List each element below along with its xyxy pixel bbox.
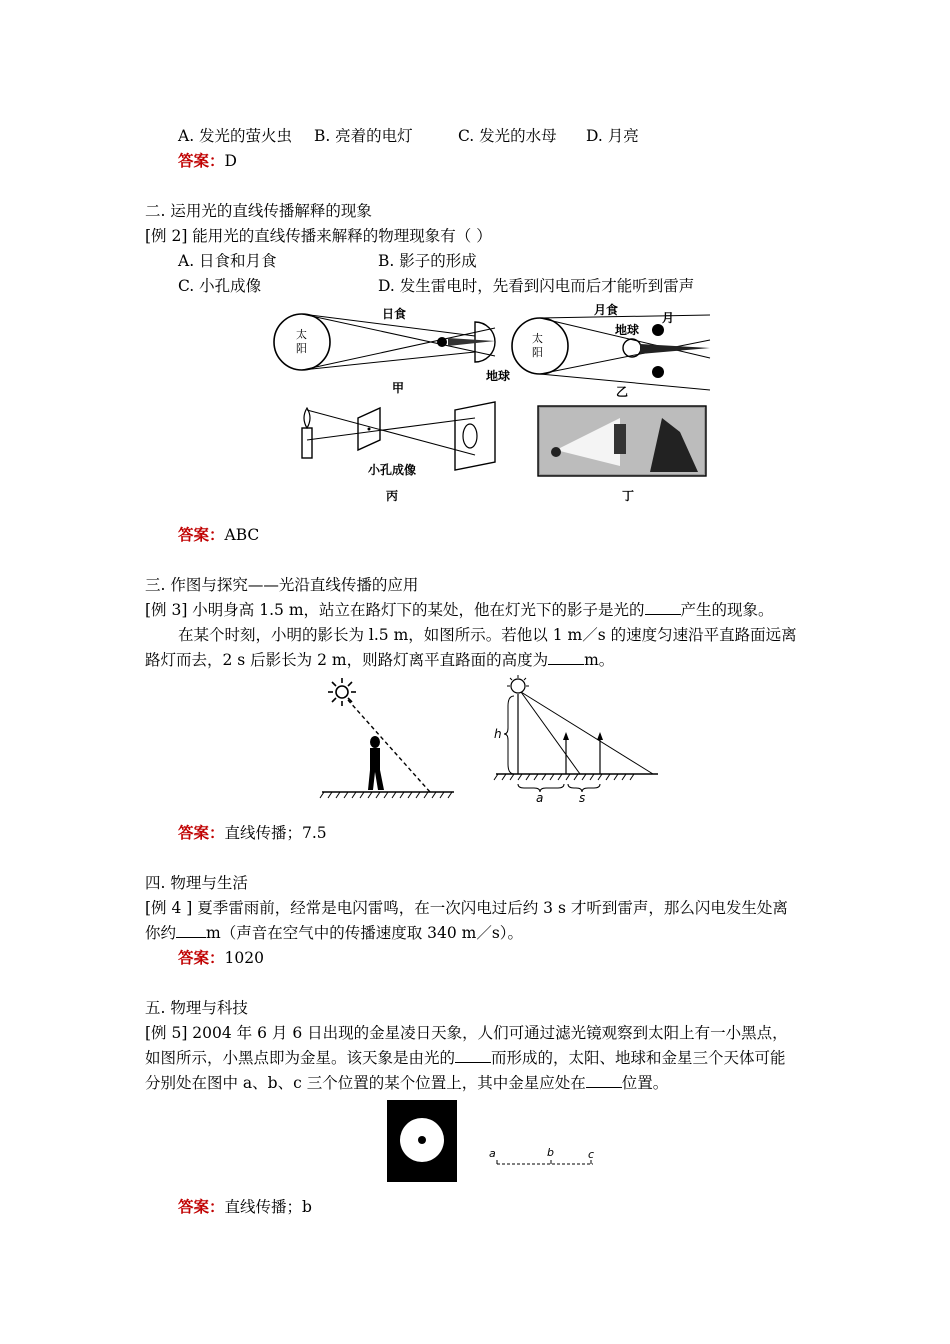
earth-circle-yi — [623, 339, 641, 357]
solar-eclipse-diagram — [274, 306, 510, 395]
q1-option-d: D. 月亮 — [586, 127, 639, 145]
q1-option-b: B. 亮着的电灯 — [313, 127, 413, 145]
image-screen — [455, 402, 495, 470]
sun-icon — [336, 686, 348, 698]
q3-line3: 路灯而去，2 s 后影长为 2 m，则路灯离平直路面的高度为 m。 — [145, 651, 615, 669]
q1-answer — [178, 150, 237, 172]
q4-answer — [178, 947, 264, 969]
q3-line1: [例 3] 小明身高 1.5 m，站立在路灯下的某处，他在灯光下的影子是光的 产生的现象。 — [145, 601, 774, 619]
candle-body — [302, 428, 312, 458]
answer-value: 直线传播；b — [224, 1198, 312, 1216]
height-label: h — [494, 727, 502, 741]
solar-eclipse-label: 日食 — [382, 307, 407, 321]
answer-label: 答案： — [178, 151, 225, 170]
answer-value: D — [224, 152, 237, 170]
q1-option-a: A. 发光的萤火虫 — [178, 127, 293, 145]
s-label: s — [579, 791, 586, 804]
sun-label-2: 阳 — [296, 342, 307, 355]
moon-label-yi: 月 — [662, 311, 675, 325]
earth-label-jia: 地球 — [486, 369, 511, 383]
q5-line2: 如图所示，小黑点即为金星。该天象是由光的 而形成的，太阳、地球和金星三个天体可能 — [145, 1049, 786, 1067]
person-body — [368, 748, 384, 790]
answer-label: 答案： — [178, 948, 225, 967]
q4-line2: 你约 m（声音在空气中的传播速度取 340 m／s）。 — [145, 924, 524, 942]
moon-dot-jia — [437, 337, 447, 347]
q2-option-b: B. 影子的形成 — [378, 252, 477, 270]
answer-value: 1020 — [224, 949, 264, 967]
figure-label-yi: 乙 — [616, 385, 629, 399]
answer-blank — [455, 1048, 491, 1063]
q1-options — [178, 125, 413, 147]
q2-option-a: A. 日食和月食 — [178, 252, 277, 270]
svg-text:太: 太 — [532, 332, 543, 345]
lamp-person-diagram — [320, 678, 454, 798]
q3-line2: 在某个时刻，小明的影长为 l.5 m，如图所示。若他以 1 m／s 的速度匀速沿平直路面远离 — [178, 626, 797, 644]
sun-label-1: 太 — [296, 328, 307, 341]
lunar-eclipse-label: 月食 — [594, 303, 619, 317]
shadow-diagram — [538, 406, 706, 503]
q5-answer — [178, 1196, 312, 1218]
figure-label-ding: 丁 — [622, 489, 635, 503]
q2-answer — [178, 524, 259, 546]
answer-blank — [586, 1073, 622, 1088]
answer-value: 直线传播；7.5 — [224, 824, 327, 842]
section4-heading: 四. 物理与生活 — [145, 874, 248, 892]
venus-transit-figure — [385, 1098, 615, 1184]
answer-value: ABC — [224, 526, 260, 544]
pinhole-label: 小孔成像 — [368, 463, 417, 477]
answer-blank — [548, 650, 584, 665]
lamp-icon — [511, 679, 525, 693]
venus-dot — [418, 1136, 426, 1144]
light-propagation-figure — [270, 300, 720, 510]
q3-answer — [178, 822, 327, 844]
position-a-label: a — [489, 1147, 496, 1160]
figure-label-jia: 甲 — [392, 381, 405, 395]
section5-heading: 五. 物理与科技 — [145, 999, 248, 1017]
pinhole-diagram — [302, 402, 495, 503]
figure-label-bing: 丙 — [386, 489, 399, 503]
section2-heading: 二. 运用光的直线传播解释的现象 — [145, 202, 372, 220]
answer-label: 答案： — [178, 823, 225, 842]
svg-text:阳: 阳 — [532, 346, 543, 359]
lamp-geometry-diagram — [494, 675, 658, 804]
q5-line3: 分别处在图中 a、b、c 三个位置的某个位置上，其中金星应处在 位置。 — [145, 1074, 669, 1092]
q2-option-c: C. 小孔成像 — [178, 277, 262, 295]
q5-line1: [例 5] 2004 年 6 月 6 日出现的金星凌日天象，人们可通过滤光镜观察到太阳上有一小黑点， — [145, 1024, 788, 1042]
position-c-label: c — [588, 1148, 595, 1161]
answer-label: 答案： — [178, 1197, 225, 1216]
q2-option-d: D. 发生雷电时，先看到闪电而后才能听到雷声 — [378, 277, 695, 295]
a-label: a — [536, 791, 544, 804]
q4-line1: [例 4 ] 夏季雷雨前，经常是电闪雷鸣，在一次闪电过后约 3 s 才听到雷声，那么闪电发生处离 — [145, 899, 788, 917]
answer-blank — [176, 923, 206, 938]
lunar-eclipse-diagram — [512, 302, 710, 399]
street-lamp-figure — [318, 674, 668, 804]
moon-lower-yi — [652, 366, 664, 378]
person-head — [370, 736, 380, 748]
answer-label: 答案： — [178, 525, 225, 544]
q2-question: [例 2] 能用光的直线传播来解释的物理现象有（ ） — [145, 227, 492, 245]
section3-heading: 三. 作图与探究——光沿直线传播的应用 — [145, 576, 419, 594]
moon-upper-yi — [652, 324, 664, 336]
answer-blank — [645, 600, 681, 615]
q1-option-c: C. 发光的水母 — [458, 127, 557, 145]
position-b-label: b — [547, 1146, 554, 1159]
earth-label-yi: 地球 — [615, 323, 640, 337]
